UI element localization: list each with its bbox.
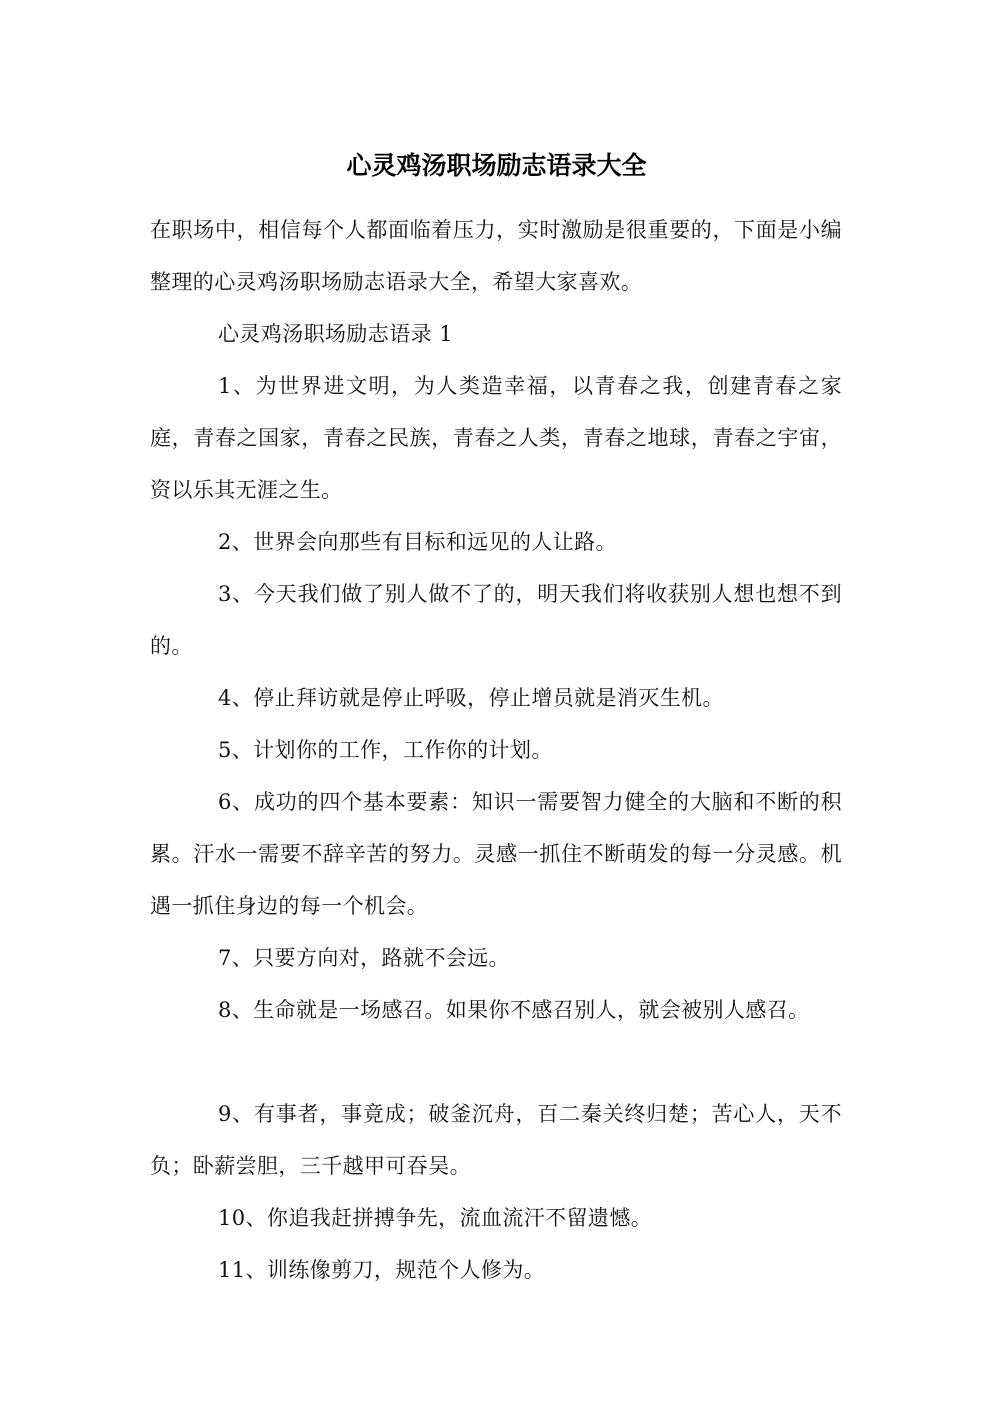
document-body	[150, 204, 842, 1296]
document-title: 心灵鸡汤职场励志语录大全	[346, 151, 647, 180]
quote-item-11: 11、训练像剪刀，规范个人修为。	[218, 1258, 546, 1282]
quote-item-9: 9、有事者，事竟成；破釜沉舟，百二秦关终归楚；苦心人，天不负；卧薪尝胆，三千越甲可吞吴。	[150, 1102, 842, 1178]
quote-item-2: 2、世界会向那些有目标和远见的人让路。	[218, 530, 617, 554]
quote-item-6: 6、成功的四个基本要素：知识一需要智力健全的大脑和不断的积累。汗水一需要不辞辛苦的努力。灵感一抓住不断萌发的每一分灵感。机遇一抓住身边的每一个机会。	[150, 790, 842, 918]
section-heading: 心灵鸡汤职场励志语录 1	[218, 322, 453, 346]
blank-line	[150, 1036, 842, 1088]
intro-paragraph: 在职场中，相信每个人都面临着压力，实时激励是很重要的，下面是小编整理的心灵鸡汤职场励志语录大全，希望大家喜欢。	[150, 218, 842, 294]
quote-item-7: 7、只要方向对，路就不会远。	[218, 946, 510, 970]
quote-item-1: 1、为世界进文明，为人类造幸福，以青春之我，创建青春之家庭，青春之国家，青春之民族，青春之人类，青春之地球，青春之宇宙，资以乐其无涯之生。	[150, 374, 842, 502]
quote-item-5: 5、计划你的工作，工作你的计划。	[218, 738, 553, 762]
quote-item-3: 3、今天我们做了别人做不了的，明天我们将收获别人想也想不到的。	[150, 582, 842, 658]
quote-item-4: 4、停止拜访就是停止呼吸，停止增员就是消灭生机。	[218, 686, 724, 710]
quote-item-8: 8、生命就是一场感召。如果你不感召别人，就会被别人感召。	[218, 998, 810, 1022]
quote-item-10: 10、你追我赶拼搏争先，流血流汗不留遗憾。	[218, 1206, 653, 1230]
